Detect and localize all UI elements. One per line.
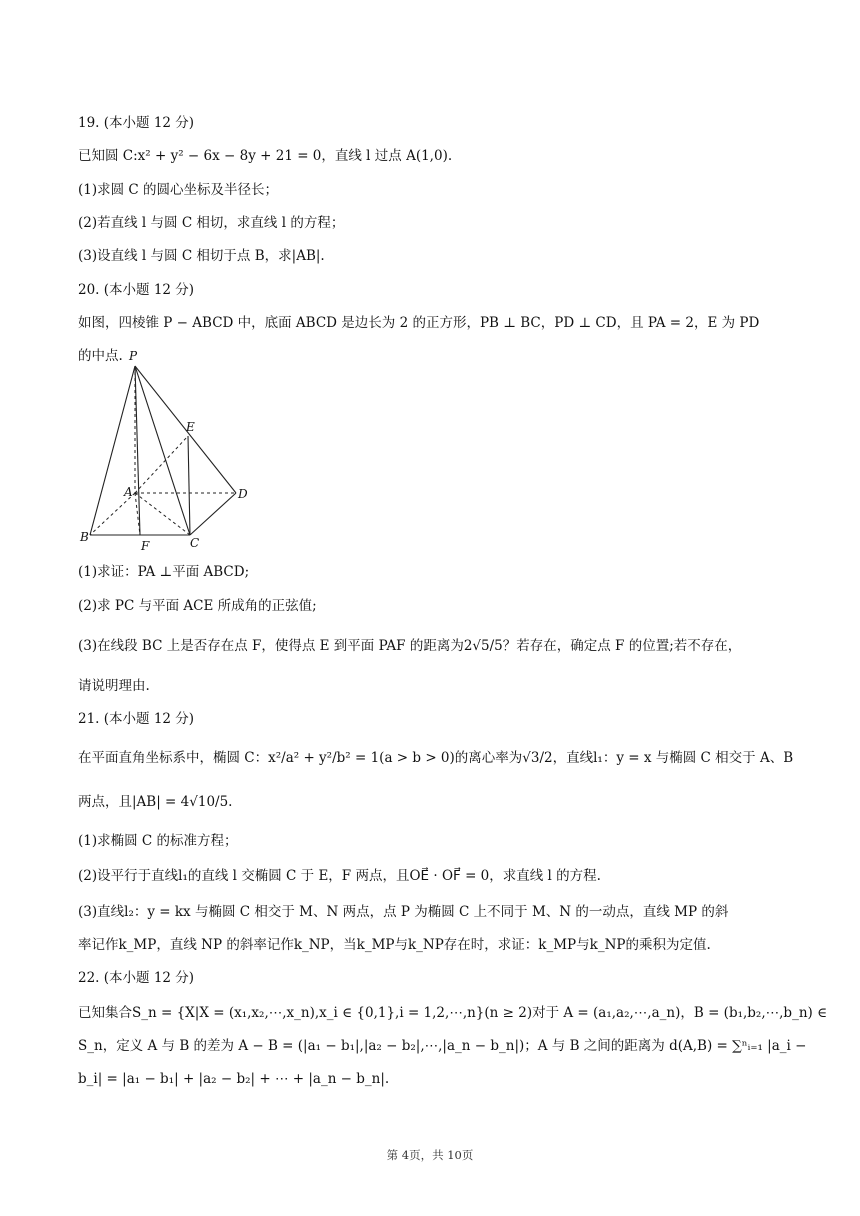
text-line-q21-p3-2: 率记作k_MP，直线 NP 的斜率记作k_NP，当k_MP与k_NP存在时，求证：k_MP与k_NP的乘积为定值. (78, 937, 711, 953)
text-line-q20-p2: (2)求 PC 与平面 ACE 所成角的正弦值; (78, 598, 317, 614)
edge-AC (135, 493, 190, 535)
text-line-q21-p3-1: (3)直线l₂：y = kx 与椭圆 C 相交于 M、N 两点，点 P 为椭圆 C 上不同于 M、N 的一动点，直线 MP 的斜 (78, 904, 729, 920)
edge-PB (90, 366, 135, 535)
text-line-q21-p2: (2)设平行于直线l₁的直线 l 交椭圆 C 于 E，F 两点，且OE⃗ · OF⃗ = 0，求直线 l 的方程. (78, 868, 601, 884)
text-line-q20-head: 20. (本小题 12 分) (78, 282, 195, 298)
pyramid-diagram (78, 346, 258, 556)
text-line-q19-p2: (2)若直线 l 与圆 C 相切，求直线 l 的方程； (78, 215, 345, 231)
page-footer: 第 4页，共 10页 (386, 1148, 474, 1162)
text-line-q20-p3-2: 请说明理由. (78, 678, 150, 694)
edge-AB (90, 493, 135, 535)
label-B: B (80, 530, 89, 544)
text-line-q19-head: 19. (本小题 12 分) (78, 115, 195, 131)
text-line-q19-p3: (3)设直线 l 与圆 C 相切于点 B，求|AB|. (78, 248, 325, 264)
text-line-q20-stem-2: 的中点. (78, 348, 123, 364)
text-line-q20-p1: (1)求证：PA ⊥平面 ABCD; (78, 564, 250, 580)
text-line-q22-head: 22. (本小题 12 分) (78, 970, 195, 986)
text-line-q20-p3-1: (3)在线段 BC 上是否存在点 F，使得点 E 到平面 PAF 的距离为2√5/5？若存在，确定点 F 的位置;若不存在， (78, 638, 742, 654)
label-D: D (238, 487, 248, 501)
text-line-q19-p1: (1)求圆 C 的圆心坐标及半径长； (78, 182, 279, 198)
text-line-q21-p1: (1)求椭圆 C 的标准方程； (78, 833, 238, 849)
label-F: F (141, 539, 150, 553)
edge-PF (135, 366, 140, 535)
edge-EC (188, 436, 190, 535)
pyramid-figure (78, 346, 258, 556)
text-line-q21-stem-1: 在平面直角坐标系中，椭圆 C：x²/a² + y²/b² = 1(a > b > 0)的离心率为√3/2，直线l₁：y = x 与椭圆 C 相交于 A、B (78, 750, 794, 766)
text-line-q20-stem-1: 如图，四棱锥 P − ABCD 中，底面 ABCD 是边长为 2 的正方形，PB ⊥ BC，PD ⊥ CD，且 PA = 2，E 为 PD (78, 315, 760, 331)
label-C: C (190, 536, 200, 550)
text-line-q22-stem-3: b_i| = |a₁ − b₁| + |a₂ − b₂| + ⋯ + |a_n − b_n|. (78, 1071, 390, 1087)
label-P: P (129, 349, 138, 363)
label-A: A (124, 485, 133, 499)
text-line-q22-stem-2: S_n，定义 A 与 B 的差为 A − B = (|a₁ − b₁|,|a₂ − b₂|,⋯,|a_n − b_n|)；A 与 B 之间的距离为 d(A,B) = ∑ⁿᵢ₌₁ |a_i − (78, 1038, 807, 1054)
text-line-q19-stem: 已知圆 C:x² + y² − 6x − 8y + 21 = 0，直线 l 过点 A(1,0). (78, 148, 453, 164)
text-line-q22-stem-1: 已知集合S_n = {X|X = (x₁,x₂,⋯,x_n),x_i ∈ {0,1},i = 1,2,⋯,n}(n ≥ 2)对于 A = (a₁,a₂,⋯,a_n)，B = (b₁,b₂,⋯,b_n) ∈ (78, 1005, 828, 1021)
text-line-q21-stem-2: 两点，且|AB| = 4√10/5. (78, 794, 233, 810)
edge-PC (135, 366, 190, 535)
label-E: E (186, 420, 195, 434)
text-line-q21-head: 21. (本小题 12 分) (78, 711, 195, 727)
edge-CD (190, 493, 236, 535)
edge-AE (135, 436, 188, 493)
